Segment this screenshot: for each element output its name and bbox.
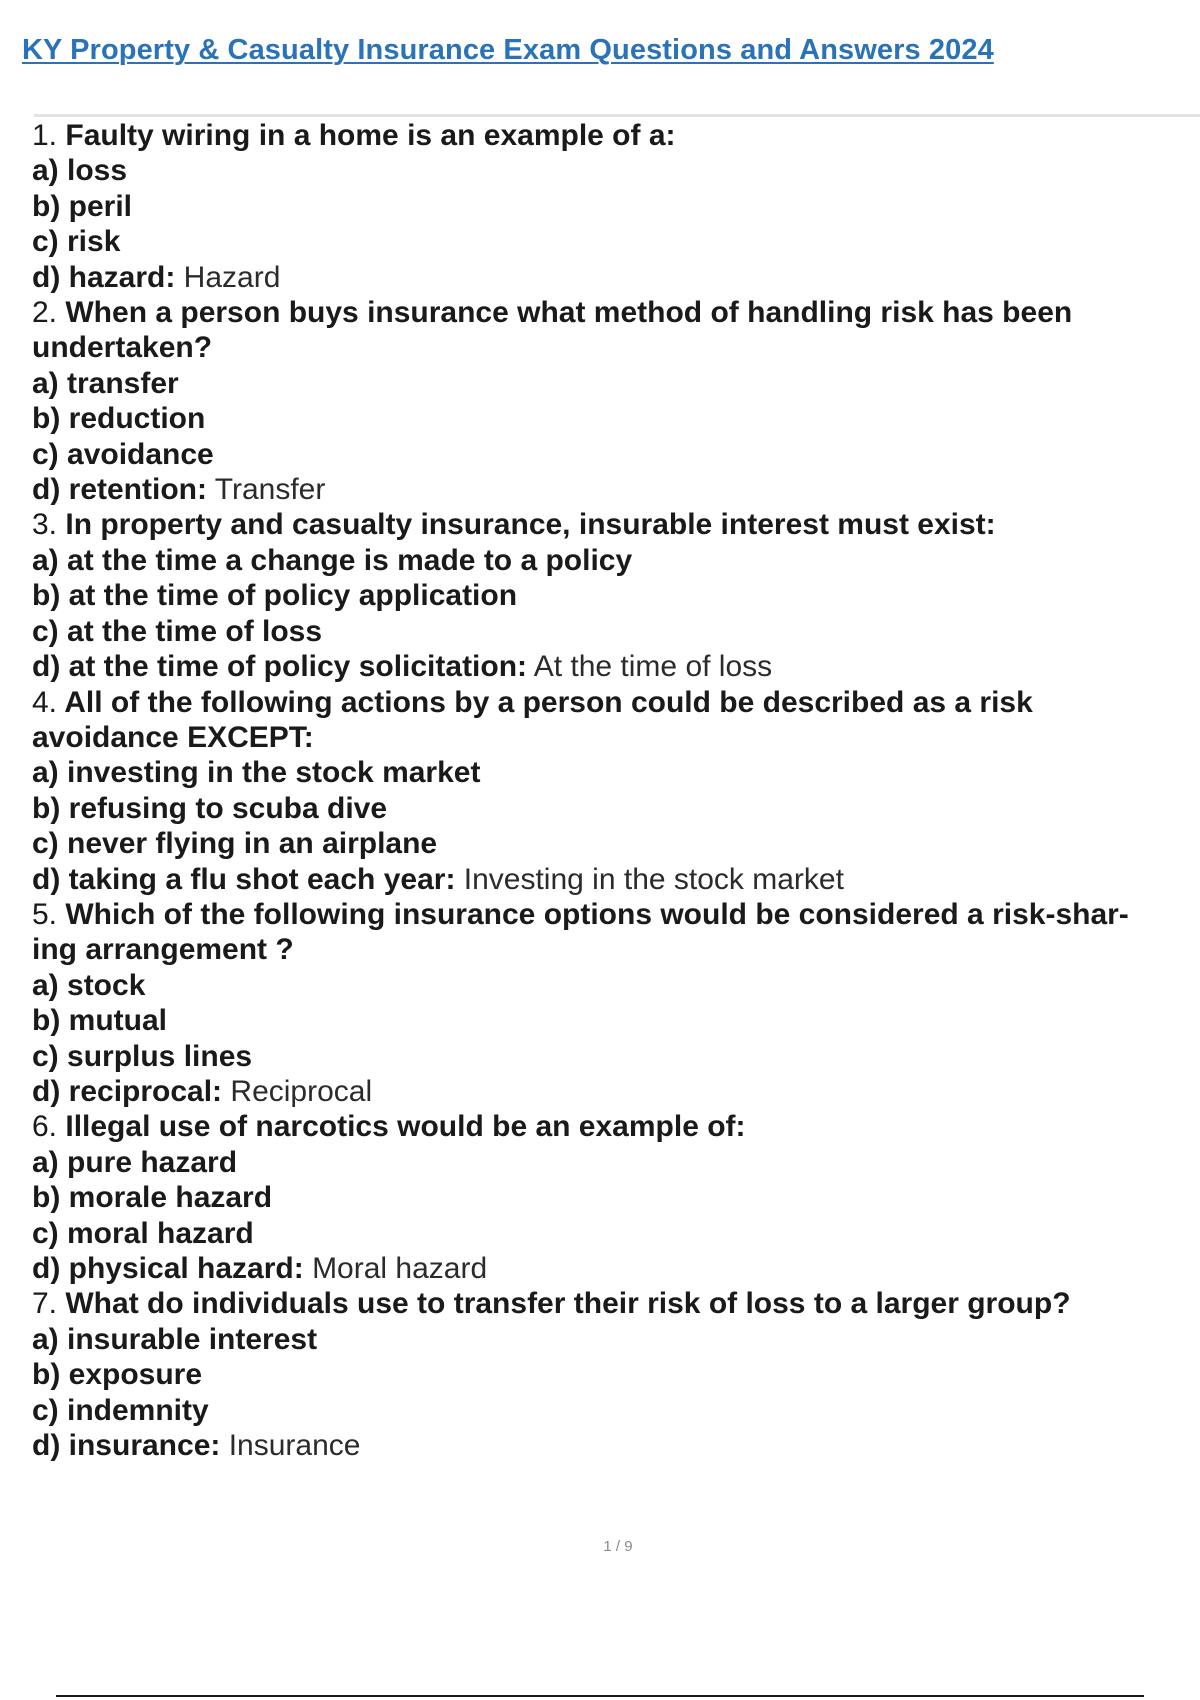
correct-answer: Insurance xyxy=(220,1429,361,1463)
question-list xyxy=(32,118,1200,1463)
answer-option xyxy=(32,1393,1200,1428)
page-indicator: 1 / 9 xyxy=(603,1538,633,1555)
answer-option xyxy=(32,153,1200,188)
answer-option xyxy=(32,1216,1200,1251)
answer-option xyxy=(32,1322,1200,1357)
answer-option-text: d) reciprocal: xyxy=(32,1074,223,1108)
question-text: All of the following actions by a person could be described as a risk xyxy=(57,685,1033,719)
answer-option-text: a) pure hazard xyxy=(32,1145,238,1179)
answer-option-text: d) physical hazard: xyxy=(32,1252,304,1285)
answer-option xyxy=(32,401,1200,436)
answer-option-text: d) taking a flu shot each year: xyxy=(32,862,456,896)
answer-option-text: d) insurance: xyxy=(32,1429,221,1463)
answer-option xyxy=(32,1145,1200,1180)
answer-option xyxy=(32,472,1200,507)
answer-option xyxy=(32,755,1200,790)
question-stem-line xyxy=(32,507,1200,542)
answer-option-text: b) morale hazard xyxy=(32,1181,273,1215)
question-number: 7. xyxy=(32,1287,58,1321)
document-title-link[interactable]: KY Property & Casualty Insurance Exam Questions and Answers 2024 xyxy=(22,34,994,66)
question-stem-line xyxy=(32,118,1200,153)
question-number: 3. xyxy=(32,508,58,542)
answer-option xyxy=(32,968,1200,1003)
answer-option-text: b) reduction xyxy=(32,402,206,436)
footer-divider xyxy=(56,1695,1144,1697)
answer-option-text: c) risk xyxy=(32,225,121,259)
answer-option xyxy=(32,543,1200,578)
answer-option-text: a) transfer xyxy=(32,366,179,400)
answer-option-text: a) at the time a change is made to a policy xyxy=(32,543,633,577)
question-number: 1. xyxy=(32,119,58,152)
answer-option-text: b) exposure xyxy=(32,1358,203,1392)
question-number: 4. xyxy=(32,685,58,719)
question-stem-line xyxy=(32,330,1200,365)
answer-option xyxy=(32,1357,1200,1392)
question-item xyxy=(32,295,1200,507)
answer-option xyxy=(32,614,1200,649)
correct-answer: Hazard xyxy=(175,260,281,294)
answer-option xyxy=(32,578,1200,613)
answer-option-text: c) moral hazard xyxy=(32,1216,254,1250)
answer-option xyxy=(32,189,1200,224)
question-number: 6. xyxy=(32,1110,58,1144)
question-item xyxy=(32,118,1200,295)
answer-option-text: a) insurable interest xyxy=(32,1322,318,1356)
question-text: undertaken? xyxy=(32,331,213,365)
question-text: In property and casualty insurance, insurable interest must exist: xyxy=(57,508,996,542)
document-header xyxy=(22,34,1142,64)
question-text: avoidance EXCEPT: xyxy=(32,720,314,754)
answer-option-text: b) refusing to scuba dive xyxy=(32,791,388,825)
question-text: Which of the following insurance options would be considered a risk-shar- xyxy=(57,897,1129,931)
answer-option xyxy=(32,1074,1200,1109)
answer-option xyxy=(32,260,1200,295)
question-text: When a person buys insurance what method of handling risk has been xyxy=(57,296,1073,330)
question-text: What do individuals use to transfer their risk of loss to a larger group? xyxy=(57,1287,1071,1321)
question-number: 2. xyxy=(32,296,58,330)
answer-option-text: c) surplus lines xyxy=(32,1039,253,1073)
question-item xyxy=(32,897,1200,1109)
answer-option xyxy=(32,649,1200,684)
question-text: Illegal use of narcotics would be an example of: xyxy=(57,1110,746,1144)
answer-option xyxy=(32,791,1200,826)
answer-option xyxy=(32,1003,1200,1038)
correct-answer: Reciprocal xyxy=(222,1074,373,1108)
correct-answer: Moral hazard xyxy=(303,1252,488,1285)
question-stem-line xyxy=(32,932,1200,967)
answer-option-text: c) indemnity xyxy=(32,1393,209,1427)
answer-option xyxy=(32,862,1200,897)
correct-answer: At the time of loss xyxy=(527,650,773,684)
section-divider xyxy=(34,114,1200,117)
answer-option-text: d) at the time of policy solicitation: xyxy=(32,650,528,684)
question-item xyxy=(32,685,1200,897)
answer-option-text: b) at the time of policy application xyxy=(32,579,518,613)
question-item xyxy=(32,1109,1200,1286)
question-stem-line xyxy=(32,685,1200,720)
answer-option xyxy=(32,1039,1200,1074)
question-number: 5. xyxy=(32,897,58,931)
question-stem-line xyxy=(32,1286,1200,1321)
question-stem-line xyxy=(32,720,1200,755)
answer-option xyxy=(32,1428,1200,1463)
answer-option xyxy=(32,1251,1200,1286)
question-stem-line xyxy=(32,1109,1200,1144)
answer-option-text: a) loss xyxy=(32,154,128,188)
answer-option-text: d) hazard: xyxy=(32,260,176,294)
answer-option xyxy=(32,437,1200,472)
answer-option-text: c) at the time of loss xyxy=(32,614,323,648)
question-stem-line xyxy=(32,295,1200,330)
answer-option-text: b) mutual xyxy=(32,1004,167,1038)
answer-option-text: c) avoidance xyxy=(32,437,214,471)
answer-option xyxy=(32,1180,1200,1215)
question-item xyxy=(32,1286,1200,1463)
answer-option-text: a) investing in the stock market xyxy=(32,756,481,790)
answer-option xyxy=(32,826,1200,861)
answer-option-text: b) peril xyxy=(32,189,133,223)
answer-option-text: a) stock xyxy=(32,968,146,1002)
answer-option-text: c) never flying in an airplane xyxy=(32,827,438,861)
answer-option xyxy=(32,224,1200,259)
question-text: Faulty wiring in a home is an example of a: xyxy=(57,119,676,152)
question-text: ing arrangement ? xyxy=(32,933,294,967)
correct-answer: Transfer xyxy=(206,473,326,507)
answer-option xyxy=(32,366,1200,401)
answer-option-text: d) retention: xyxy=(32,473,207,507)
question-stem-line xyxy=(32,897,1200,932)
correct-answer: Investing in the stock market xyxy=(455,862,844,896)
question-item xyxy=(32,507,1200,684)
